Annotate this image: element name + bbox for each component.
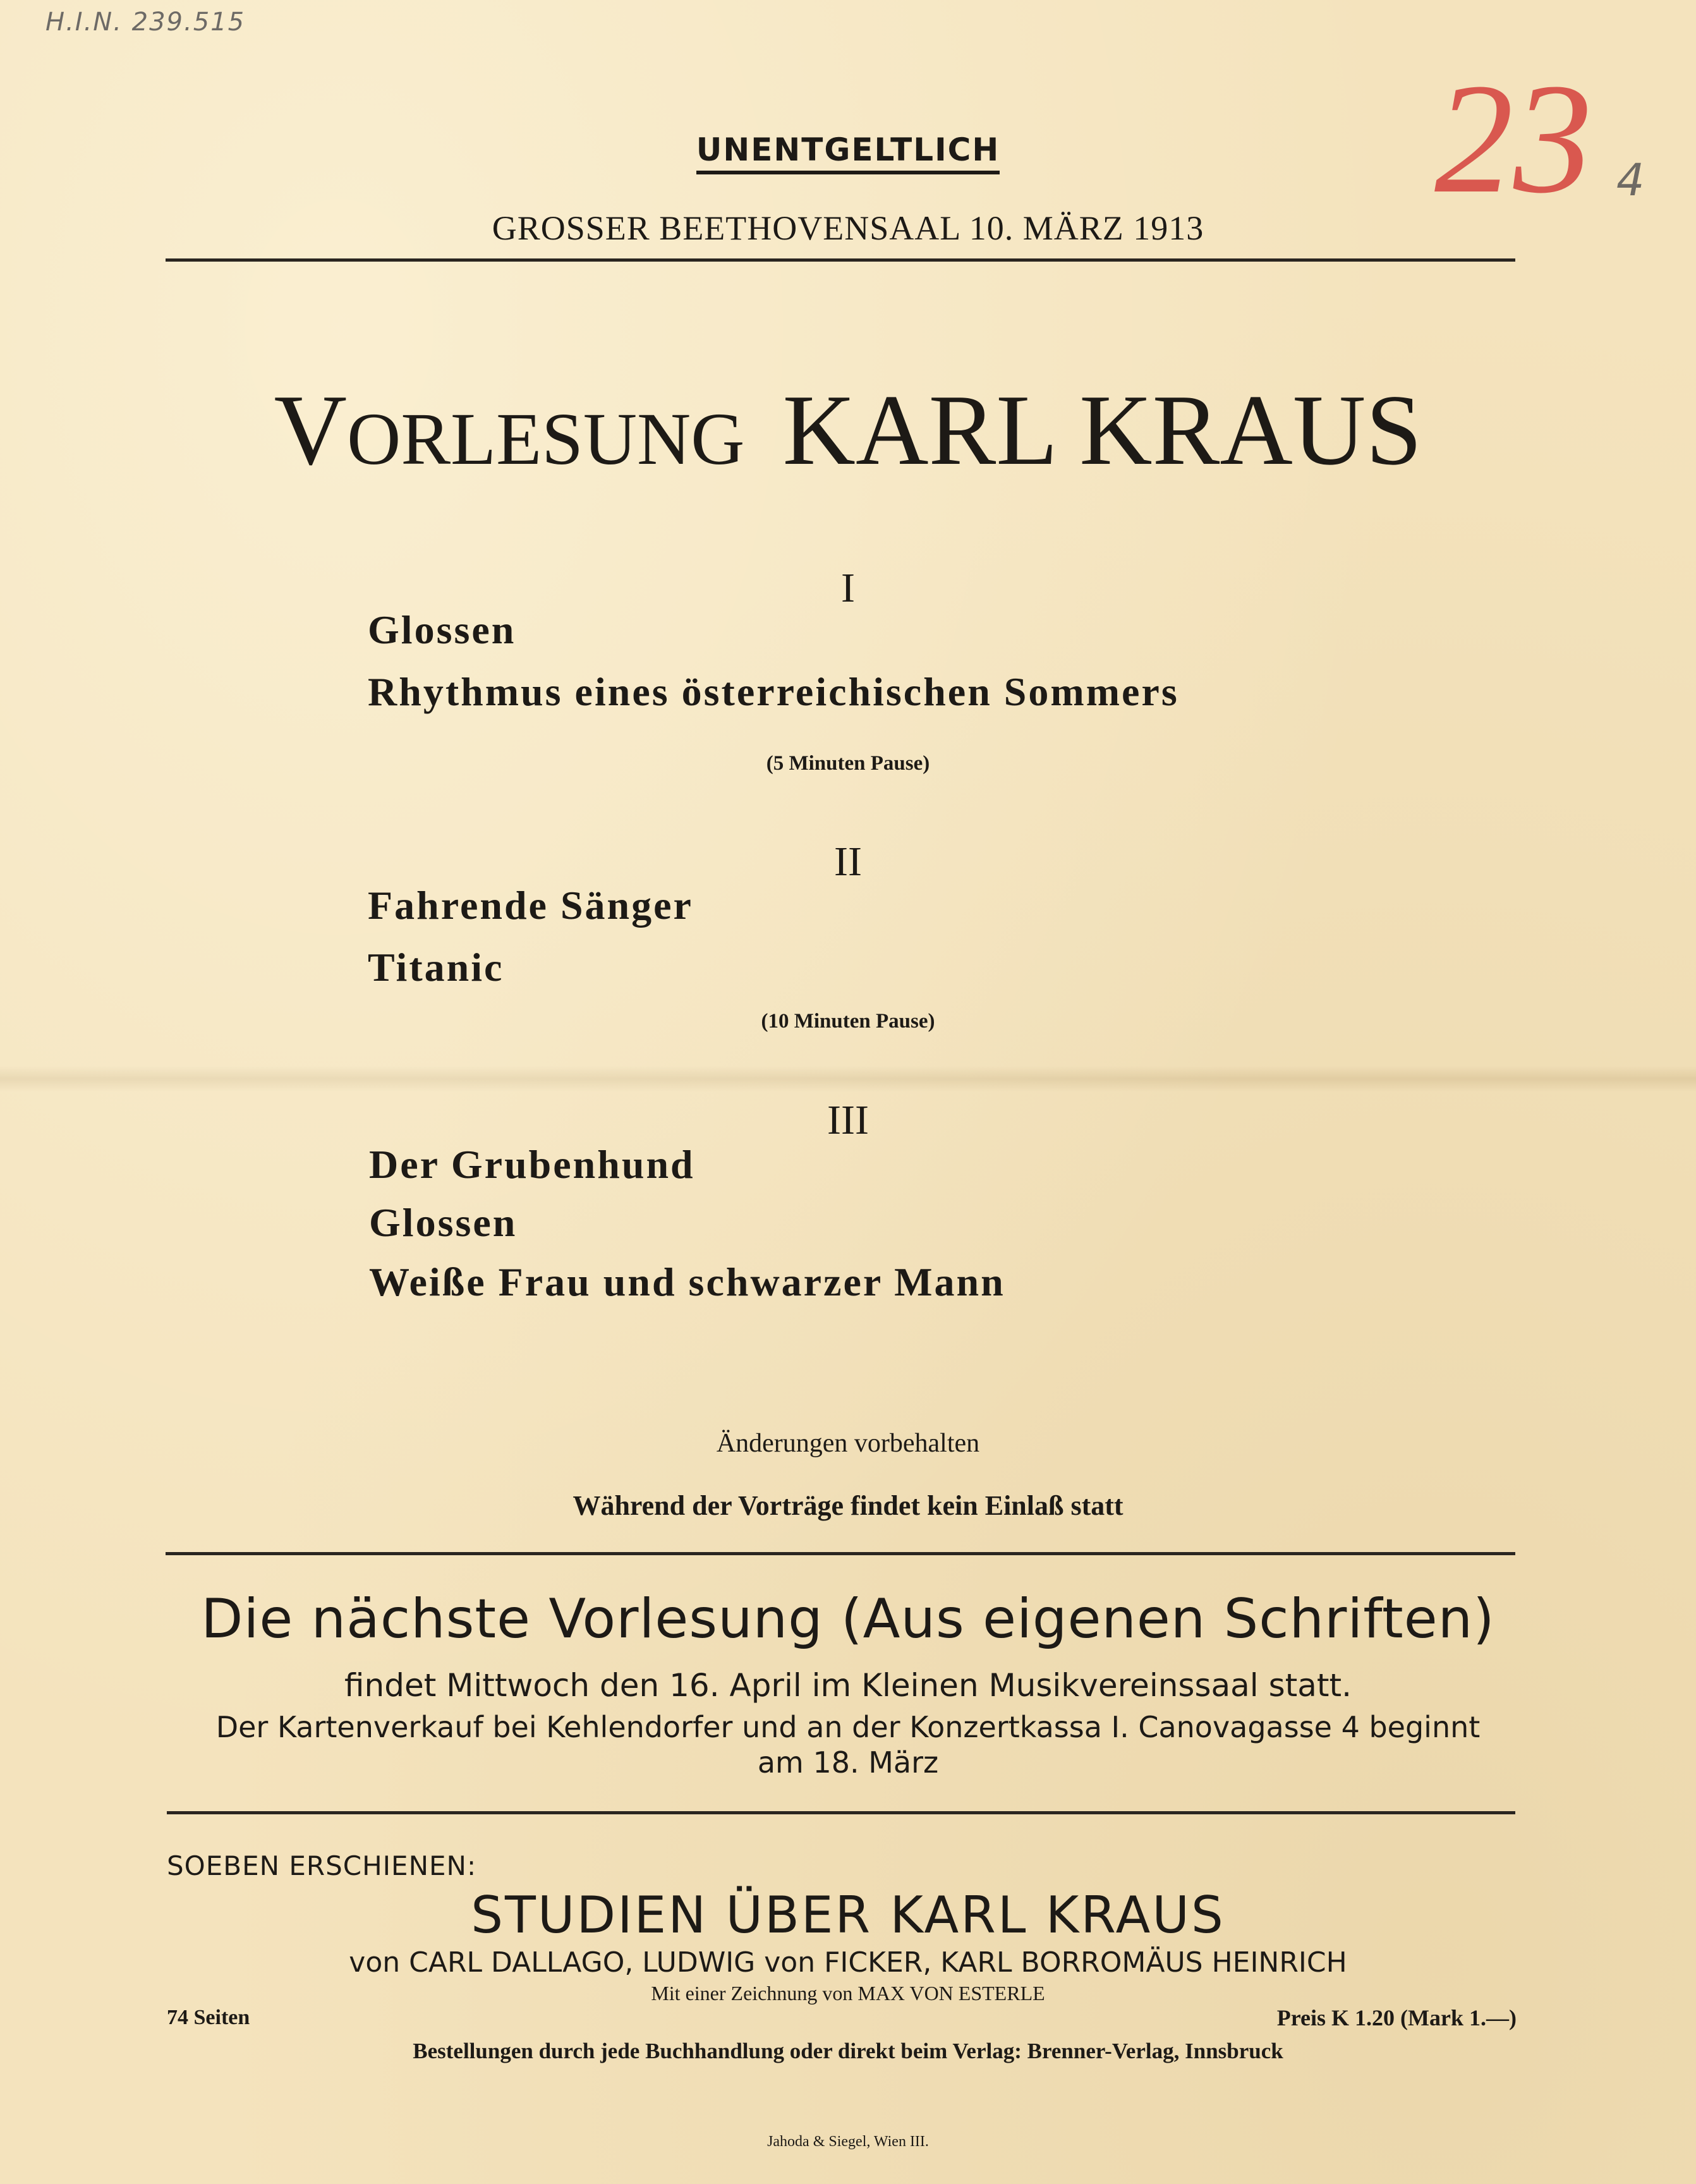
handwritten-number-small: 4 xyxy=(1616,154,1645,206)
no-entry-note: Während der Vorträge findet kein Einlaß statt xyxy=(572,1490,1124,1521)
mid-rule xyxy=(166,1552,1515,1555)
part-3-numeral: III xyxy=(827,1097,869,1143)
next-lecture-line-1: findet Mittwoch den 16. April im Kleinen Musikvereinssaal statt. xyxy=(344,1667,1352,1704)
part-3-item-1: Der Grubenhund xyxy=(369,1142,695,1187)
book-orders: Bestellungen durch jede Buchhandlung oder direkt beim Verlag: Brenner-Verlag, Innsbruck xyxy=(413,2039,1283,2063)
printer-credit: Jahoda & Siegel, Wien III. xyxy=(767,2133,929,2150)
part-3-item-3: Weiße Frau und schwarzer Mann xyxy=(369,1259,1005,1304)
next-lecture-line-3: am 18. März xyxy=(757,1745,939,1780)
part-2-pause: (10 Minuten Pause) xyxy=(761,1010,935,1033)
part-2-item-1: Fahrende Sänger xyxy=(368,883,693,928)
part-3-item-2: Glossen xyxy=(369,1200,518,1245)
next-lecture-line-2: Der Kartenverkauf bei Kehlendorfer und an der Konzertkassa I. Canovagasse 4 beginnt xyxy=(215,1710,1481,1744)
book-authors: von CARL DALLAGO, LUDWIG von FICKER, KARL BORROMÄUS HEINRICH xyxy=(349,1946,1347,1979)
free-notice: UNENTGELTLICH xyxy=(0,131,1696,168)
title-prefix: VORLESUNG xyxy=(274,373,745,486)
book-price: Preis K 1.20 (Mark 1.—) xyxy=(1276,2005,1517,2030)
top-rule xyxy=(166,258,1515,262)
part-1-pause: (5 Minuten Pause) xyxy=(766,752,930,775)
changes-note: Änderungen vorbehalten xyxy=(716,1429,980,1458)
part-1-item-1: Glossen xyxy=(368,607,516,652)
title-name: KARL KRAUS xyxy=(782,373,1422,486)
handwritten-number-red: 23 xyxy=(1434,51,1592,226)
lower-rule xyxy=(167,1811,1515,1814)
part-2-numeral: II xyxy=(834,839,862,885)
book-title: STUDIEN ÜBER KARL KRAUS xyxy=(471,1886,1225,1944)
archive-number: H.I.N. 239.515 xyxy=(45,8,246,37)
book-announce: SOEBEN ERSCHIENEN: xyxy=(167,1850,477,1881)
part-1-item-2: Rhythmus eines österreichischen Sommers xyxy=(368,669,1179,714)
part-1-numeral: I xyxy=(841,565,855,611)
next-lecture-headline: Die nächste Vorlesung (Aus eigenen Schriften) xyxy=(201,1587,1495,1651)
book-drawing: Mit einer Zeichnung von MAX VON ESTERLE xyxy=(651,1982,1045,2005)
part-2-item-2: Titanic xyxy=(368,945,504,990)
page-title xyxy=(0,373,1696,486)
venue-date: GROSSER BEETHOVENSAAL 10. MÄRZ 1913 xyxy=(492,209,1204,247)
book-pages: 74 Seiten xyxy=(167,2006,250,2029)
